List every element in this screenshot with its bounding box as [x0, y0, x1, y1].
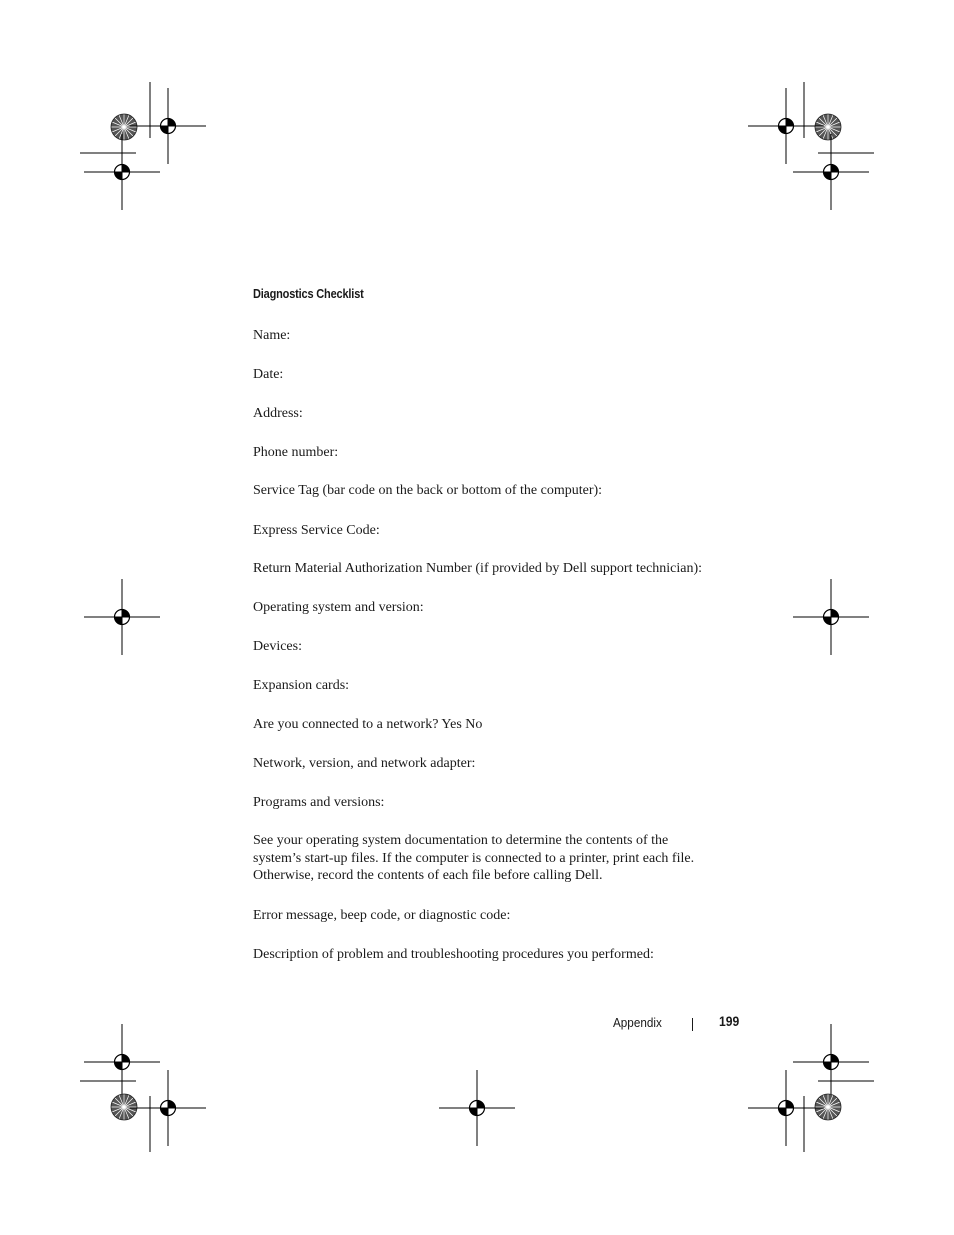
- startup-files-paragraph: [253, 832, 733, 885]
- field-network-adapter-label: Network, version, and network adapter:: [253, 756, 476, 771]
- footer-divider: [692, 1018, 693, 1031]
- field-problem-description-label: Description of problem and troubleshooting procedures you performed:: [253, 947, 654, 962]
- field-address-label: Address:: [253, 406, 303, 421]
- field-service-tag-label: Service Tag (bar code on the back or bottom of the computer):: [253, 483, 603, 498]
- star-target-icon: [815, 114, 841, 140]
- footer-section-label: Appendix: [613, 1015, 662, 1030]
- field-programs-label: Programs and versions:: [253, 795, 385, 810]
- paragraph-line: system’s start-up files. If the computer is connected to a printer, print each file.: [253, 850, 695, 866]
- crosshair-icon: [439, 1070, 515, 1146]
- crosshair-icon: [84, 134, 160, 210]
- paragraph-line: Otherwise, record the contents of each file before calling Dell.: [253, 868, 603, 884]
- crosshair-icon: [748, 88, 824, 164]
- field-network-connected-label: Are you connected to a network? Yes No: [253, 717, 483, 732]
- crosshair-icon: [84, 579, 160, 655]
- field-name-label: Name:: [253, 328, 291, 343]
- field-expansion-cards-label: Expansion cards:: [253, 678, 350, 693]
- crosshair-icon: [793, 1024, 869, 1100]
- star-target-icon: [111, 1094, 137, 1120]
- star-target-icon: [815, 1094, 841, 1120]
- field-phone-label: Phone number:: [253, 445, 339, 460]
- crosshair-icon: [793, 579, 869, 655]
- field-date-label: Date:: [253, 367, 284, 382]
- field-rma-number-label: Return Material Authorization Number (if provided by Dell support technician):: [253, 561, 703, 576]
- field-devices-label: Devices:: [253, 639, 302, 654]
- field-express-service-code-label: Express Service Code:: [253, 523, 380, 538]
- crosshair-icon: [130, 88, 206, 164]
- crosshair-icon: [84, 1024, 160, 1100]
- page-title: Diagnostics Checklist: [253, 287, 364, 301]
- star-target-icon: [111, 114, 137, 140]
- crosshair-icon: [748, 1070, 824, 1146]
- crosshair-icon: [793, 134, 869, 210]
- page-number: 199: [719, 1014, 740, 1029]
- crosshair-icon: [130, 1070, 206, 1146]
- field-os-version-label: Operating system and version:: [253, 600, 424, 615]
- field-error-message-label: Error message, beep code, or diagnostic code:: [253, 908, 511, 923]
- paragraph-line: See your operating system documentation to determine the contents of the: [253, 833, 669, 848]
